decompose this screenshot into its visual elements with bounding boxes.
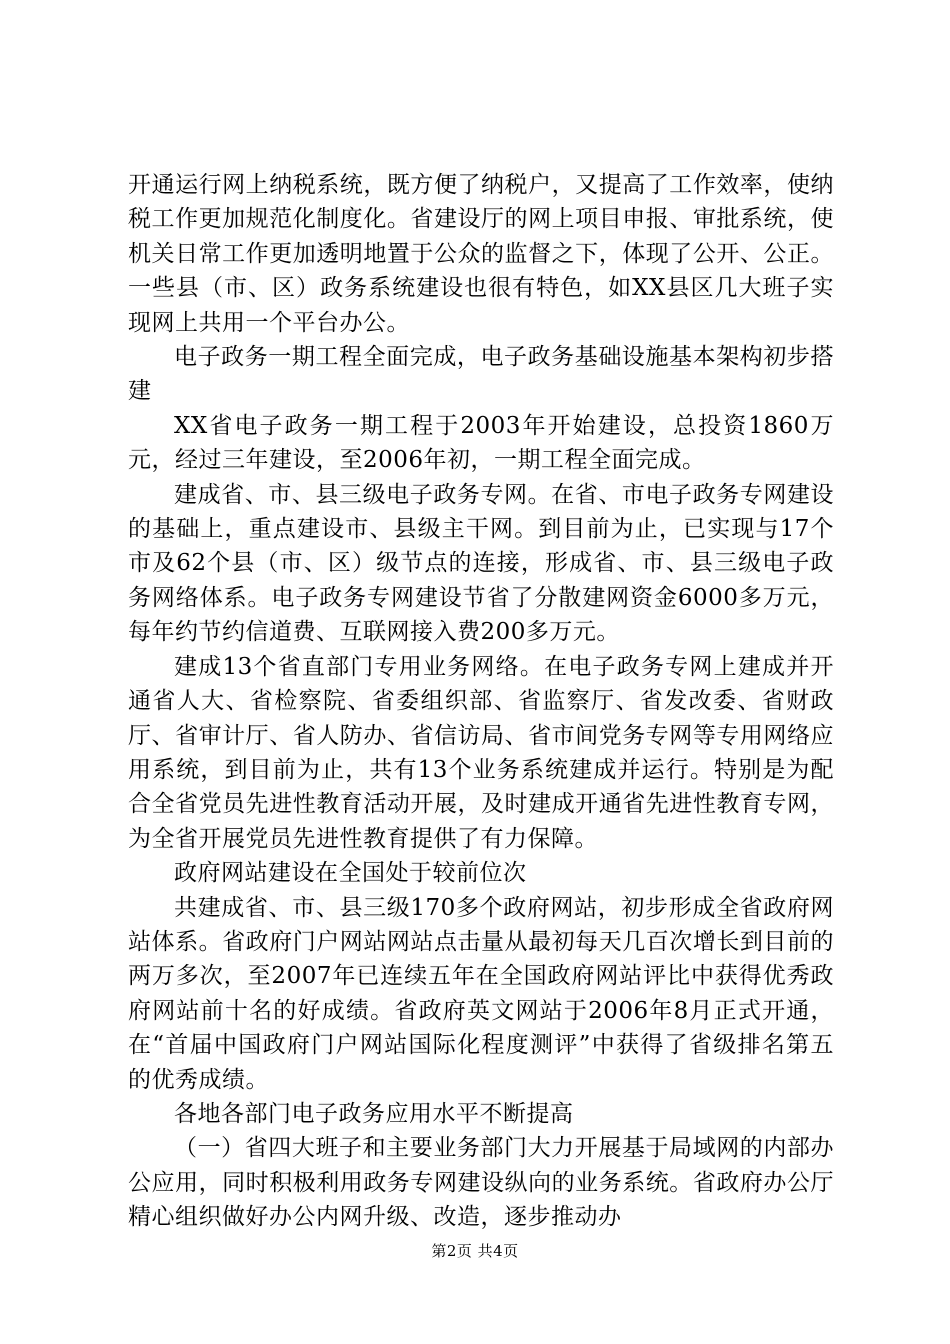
paragraph-phase-one-investment: XX省电子政务一期工程于2003年开始建设，总投资1860万元，经过三年建设，至2006年初，一期工程全面完成。 (128, 412, 834, 474)
paragraph-internal-office: （一）省四大班子和主要业务部门大力开展基于局域网的内部办公应用，同时积极利用政务专网建设纵向的业务系统。省政府办公厅精心组织做好办公内网升级、改造，逐步推动办 (128, 1135, 834, 1231)
heading-government-websites: 政府网站建设在全国处于较前位次 (174, 860, 527, 887)
paragraph-tax-system: 开通运行网上纳税系统，既方便了纳税户，又提高了工作效率，使纳税工作更加规范化制度化。省建设厅的网上项目申报、审批系统，使机关日常工作更加透明地置于公众的监督之下，体现了公开、公正。一些县（市、区）政务系统建设也很有特色，如XX县区几大班子实现网上共用一个平台办公。 (128, 172, 834, 336)
paragraph-government-websites: 共建成省、市、县三级170多个政府网站，初步形成全省政府网站体系。省政府门户网站网站点击量从最初每天几百次增长到目前的两万多次，至2007年已连续五年在全国政府网站评比中获得优秀政府网站前十名的好成绩。省政府英文网站于2006年8月正式开通，在“首届中国政府门户网站国际化程度测评”中获得了省级排名第五的优秀成绩。 (128, 894, 834, 1093)
page-footer: 第2页 共4页 (431, 1242, 519, 1260)
heading-application-level: 各地各部门电子政务应用水平不断提高 (174, 1100, 574, 1127)
paragraph-department-networks: 建成13个省直部门专用业务网络。在电子政务专网上建成并开通省人大、省检察院、省委组织部、省监察厅、省发改委、省财政厅、省审计厅、省人防办、省信访局、省市间党务专网等专用网络应用系统，到目前为止，共有13个业务系统建成并运行。特别是为配合全省党员先进性教育活动开展，及时建成开通省先进性教育专网，为全省开展党员先进性教育提供了有力保障。 (128, 653, 834, 852)
paragraph-three-level-network: 建成省、市、县三级电子政务专网。在省、市电子政务专网建设的基础上，重点建设市、县级主干网。到目前为止，已实现与17个市及62个县（市、区）级节点的连接，形成省、市、县三级电子政务网络体系。电子政务专网建设节省了分散建网资金6000多万元，每年约节约信道费、互联网接入费200多万元。 (128, 481, 834, 646)
body-text (128, 168, 834, 1235)
heading-phase-one: 电子政务一期工程全面完成，电子政务基础设施基本架构初步搭建 (128, 344, 834, 405)
